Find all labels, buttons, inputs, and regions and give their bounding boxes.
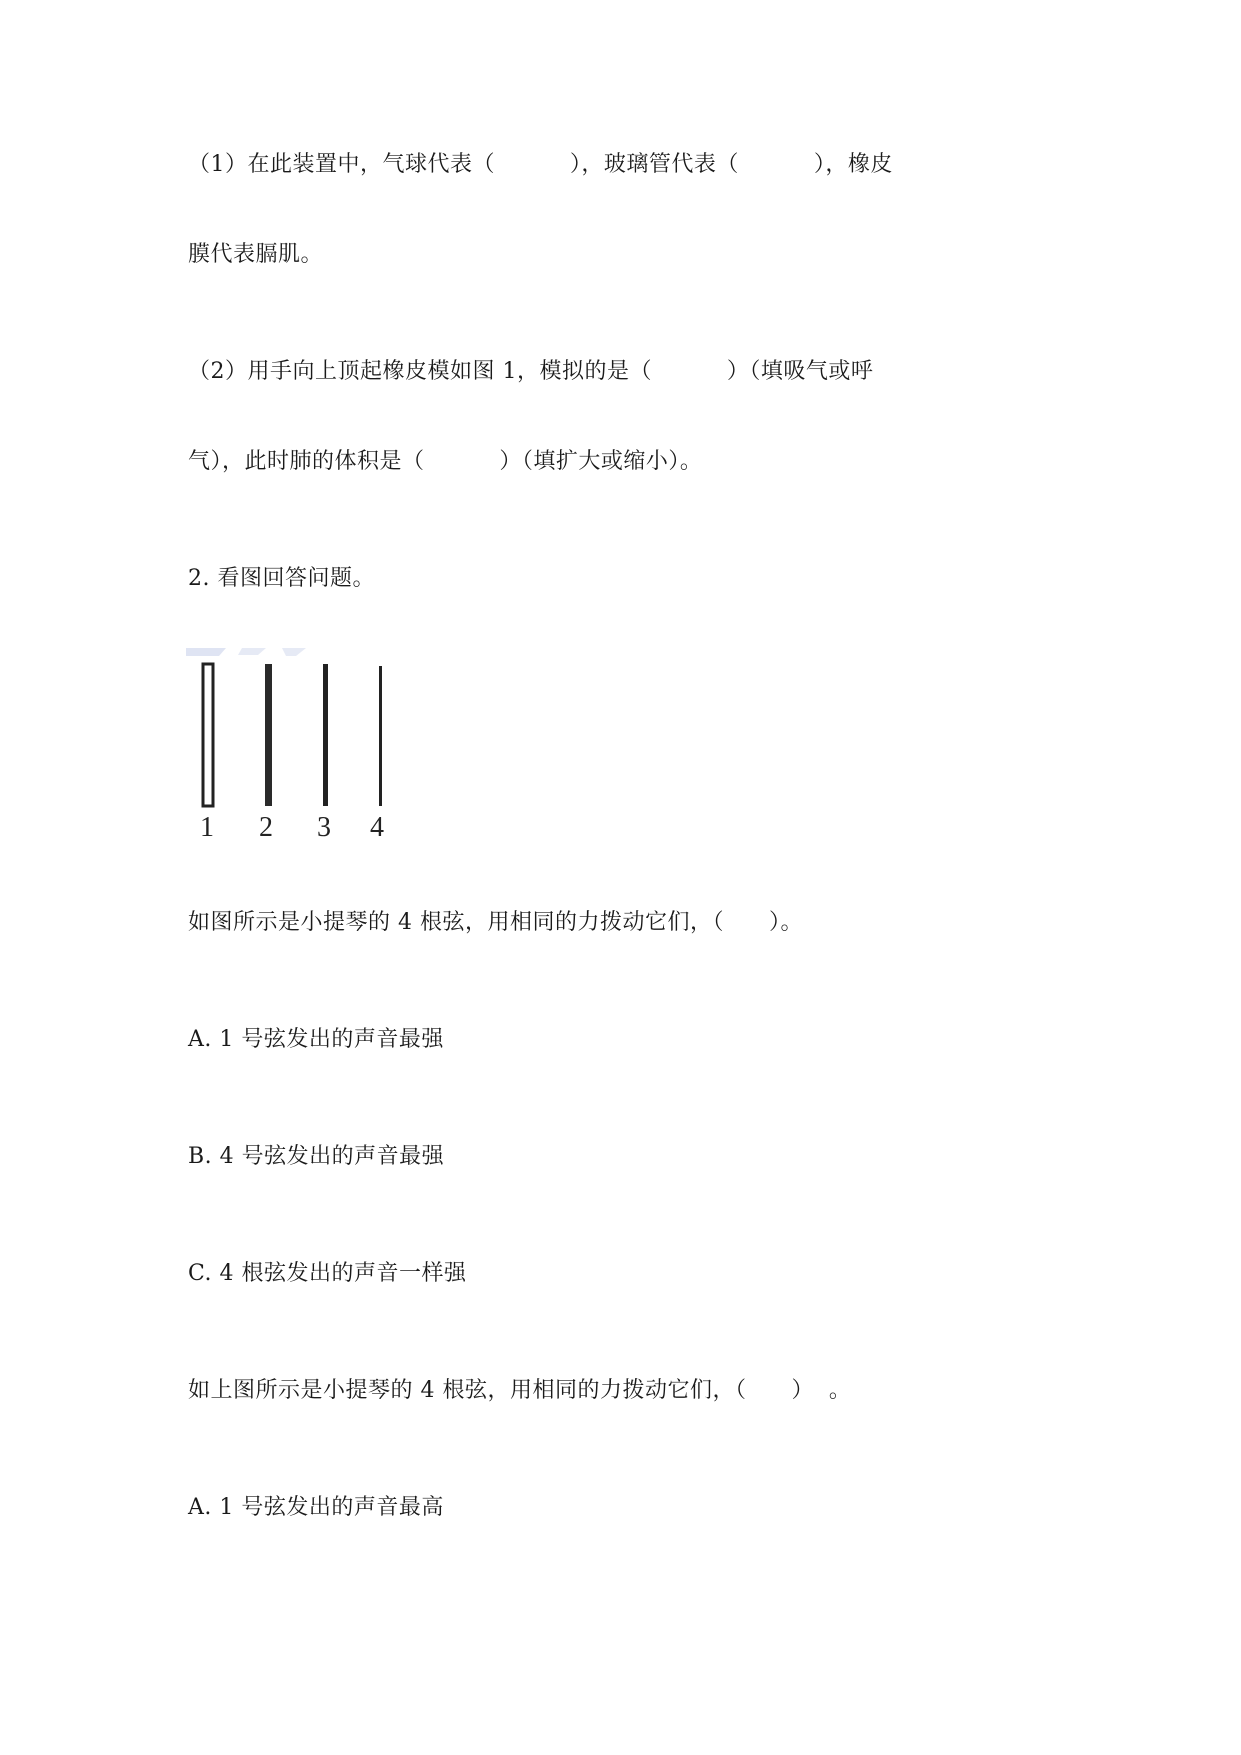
violin-strings-svg <box>186 646 406 846</box>
scan-artifact <box>186 648 226 656</box>
string-3 <box>323 664 328 806</box>
string-label-4: 4 <box>370 812 384 843</box>
scan-artifact <box>282 648 306 656</box>
q1-part1-line2: 膜代表膈肌。 <box>188 242 324 267</box>
q1-part1-line1: （1）在此装置中，气球代表（ ），玻璃管代表（ ），橡皮 <box>188 152 893 177</box>
string-label-1: 1 <box>200 812 214 843</box>
string-4 <box>379 666 382 806</box>
q2-sub1-option-b: B. 4 号弦发出的声音最强 <box>188 1144 445 1169</box>
string-label-2: 2 <box>259 812 273 843</box>
q1-part2-line2: 气），此时肺的体积是（ ）（填扩大或缩小）。 <box>188 449 703 474</box>
q2-sub1-stem: 如图所示是小提琴的 4 根弦，用相同的力拨动它们，（ ）。 <box>188 910 803 935</box>
q2-sub1-option-a: A. 1 号弦发出的声音最强 <box>188 1027 444 1052</box>
q2-sub2-stem: 如上图所示是小提琴的 4 根弦，用相同的力拨动它们，（ ） 。 <box>188 1378 852 1403</box>
q1-part2-line1: （2）用手向上顶起橡皮模如图 1，模拟的是（ ）（填吸气或呼 <box>188 359 874 384</box>
scan-artifact <box>238 648 266 655</box>
string-label-3: 3 <box>317 812 331 843</box>
string-2 <box>265 664 272 806</box>
string-1 <box>203 664 213 806</box>
violin-strings-figure <box>186 646 406 846</box>
q2-sub2-option-a: A. 1 号弦发出的声音最高 <box>188 1495 444 1520</box>
q2-heading: 2. 看图回答问题。 <box>188 566 375 591</box>
q2-sub1-option-c: C. 4 根弦发出的声音一样强 <box>188 1261 467 1286</box>
